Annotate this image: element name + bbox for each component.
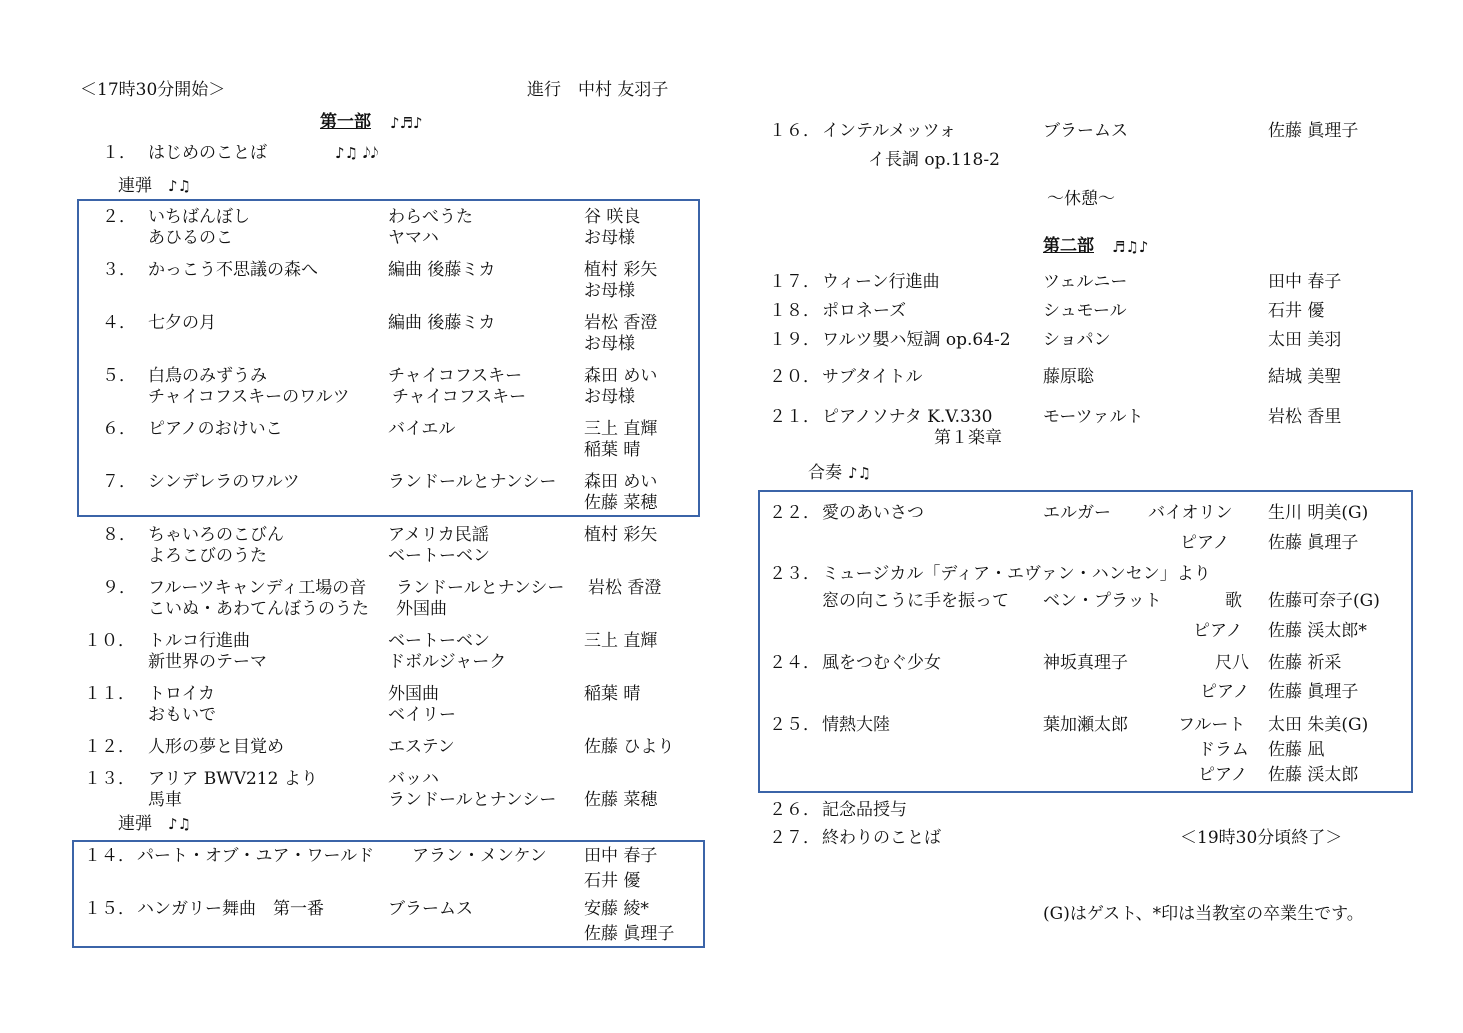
music-notes-icon: ♪♫ xyxy=(168,815,192,833)
item-number: ２３． xyxy=(769,564,820,584)
item-number: ２７． xyxy=(769,828,820,848)
item-title: フルーツキャンディ工場の音 xyxy=(148,578,367,598)
item-number: １６． xyxy=(769,121,820,141)
item-composer: バッハ xyxy=(388,769,439,789)
item-performer: 佐藤 菜穂 xyxy=(584,493,658,513)
item-number: ４． xyxy=(102,313,136,333)
start-time: ＜17時30分開始＞ xyxy=(80,80,226,100)
item-number: １４． xyxy=(84,846,135,866)
item-composer: 外国曲 xyxy=(388,684,439,704)
item-performer: 植村 彩矢 xyxy=(584,260,658,280)
item-composer: 神坂真理子 xyxy=(1043,653,1128,673)
item-performer: 石井 優 xyxy=(1268,301,1325,321)
item-composer: 外国曲 xyxy=(396,599,447,619)
item-instrument: ピアノ xyxy=(1198,765,1248,785)
item-number: １． xyxy=(102,143,136,163)
item-number: ８． xyxy=(102,525,136,545)
item-title: 人形の夢と目覚め xyxy=(148,737,284,757)
item-number: ２２． xyxy=(769,503,820,523)
item-title: チャイコフスキーのワルツ xyxy=(148,387,350,407)
duet-label: 連弾 xyxy=(118,814,152,834)
item-title: パート・オブ・ユア・ワールド xyxy=(137,846,375,866)
item-number: １２． xyxy=(84,737,135,757)
part1-title: 第一部 xyxy=(320,112,371,132)
item-title: 白鳥のみずうみ xyxy=(148,366,267,386)
item-performer: 生川 明美(G) xyxy=(1268,503,1369,523)
item-performer: 植村 彩矢 xyxy=(584,525,658,545)
item-performer: 田中 春子 xyxy=(584,846,658,866)
item-composer: ベン・プラット xyxy=(1043,591,1162,611)
item-composer: チャイコフスキー xyxy=(388,366,523,386)
item-performer: 佐藤 眞理子 xyxy=(1268,682,1359,702)
item-number: １３． xyxy=(84,769,135,789)
item-performer: 田中 春子 xyxy=(1268,272,1342,292)
item-title: 愛のあいさつ xyxy=(822,503,924,523)
item-instrument: バイオリン xyxy=(1148,503,1233,523)
item-composer: シュモール xyxy=(1043,301,1127,321)
item-instrument: 歌 xyxy=(1225,591,1242,611)
item-composer: ランドールとナンシー xyxy=(388,472,557,492)
item-title: 風をつむぐ少女 xyxy=(822,653,941,673)
item-performer: お母様 xyxy=(584,387,635,407)
item-composer: 藤原聡 xyxy=(1043,367,1094,387)
item-instrument: フルート xyxy=(1178,715,1246,735)
item-number: ２６． xyxy=(769,800,820,820)
item-title: 馬車 xyxy=(148,790,182,810)
item-composer: ベイリー xyxy=(388,705,456,725)
end-time: ＜19時30分頃終了＞ xyxy=(1180,828,1343,848)
item-performer: 岩松 香里 xyxy=(1268,407,1342,427)
item-performer: お母様 xyxy=(584,228,635,248)
item-composer: アメリカ民謡 xyxy=(388,525,489,545)
item-instrument: ピアノ xyxy=(1193,621,1243,641)
item-composer: ヤマハ xyxy=(388,228,439,248)
item-number: ２１． xyxy=(769,407,820,427)
item-composer: アラン・メンケン xyxy=(412,846,547,866)
item-title: こいぬ・あわてんぼうのうた xyxy=(148,599,369,619)
item-composer: モーツァルト xyxy=(1043,407,1144,427)
item-number: ５． xyxy=(102,366,136,386)
item-composer: エステン xyxy=(388,737,455,757)
item-instrument: ピアノ xyxy=(1180,533,1230,553)
item-performer: 三上 直輝 xyxy=(584,419,658,439)
music-notes-icon: ♪♫ xyxy=(848,464,872,482)
item-title: はじめのことば xyxy=(148,143,267,163)
item-composer: 編曲 後藤ミカ xyxy=(388,260,496,280)
item-performer: 佐藤 凪 xyxy=(1268,740,1325,760)
music-notes-icon: ♬♫♪ xyxy=(1112,238,1149,256)
item-performer: 三上 直輝 xyxy=(584,631,658,651)
item-number: ２５． xyxy=(769,715,820,735)
item-title: アリア BWV212 より xyxy=(148,769,318,789)
item-instrument: ドラム xyxy=(1198,740,1249,760)
item-performer: 谷 咲良 xyxy=(584,207,641,227)
item-number: ７． xyxy=(102,472,136,492)
item-composer: ツェルニー xyxy=(1043,272,1128,292)
item-composer: ブラームス xyxy=(1043,121,1128,141)
item-title: よろこびのうた xyxy=(148,546,267,566)
item-title: おもいで xyxy=(148,705,216,725)
item-title: ウィーン行進曲 xyxy=(822,272,940,292)
item-composer: 葉加瀬太郎 xyxy=(1043,715,1128,735)
item-performer: 岩松 香澄 xyxy=(588,578,662,598)
item-composer: ショパン xyxy=(1043,330,1111,350)
intermission: ～休憩～ xyxy=(1047,189,1115,209)
item-performer: 稲葉 晴 xyxy=(584,440,641,460)
item-composer: ベートーベン xyxy=(388,631,490,651)
host-label: 進行 中村 友羽子 xyxy=(527,80,669,100)
item-performer: 佐藤 菜穂 xyxy=(584,790,658,810)
item-number: ２． xyxy=(102,207,136,227)
item-performer: 結城 美聖 xyxy=(1268,367,1342,387)
item-composer: エルガー xyxy=(1043,503,1111,523)
item-title: 記念品授与 xyxy=(822,800,907,820)
item-number: ３． xyxy=(102,260,136,280)
item-title: 窓の向こうに手を振って xyxy=(822,591,1009,611)
item-title: ハンガリー舞曲 第一番 xyxy=(137,899,324,919)
item-composer: チャイコフスキー xyxy=(392,387,527,407)
item-number: １１． xyxy=(84,684,135,704)
footnote: (G)はゲスト、*印は当教室の卒業生です。 xyxy=(1043,904,1364,924)
ensemble-label: 合奏 xyxy=(808,463,842,483)
item-title: 終わりのことば xyxy=(822,828,941,848)
music-notes-icon: ♪♬♪ xyxy=(390,114,423,132)
item-number: ９． xyxy=(102,578,136,598)
item-title: かっこう不思議の森へ xyxy=(148,260,318,280)
item-title: シンデレラのワルツ xyxy=(148,472,300,492)
item-performer: 佐藤 渓太郎* xyxy=(1268,621,1367,641)
item-composer: ベートーベン xyxy=(388,546,490,566)
item-composer: バイエル xyxy=(388,419,456,439)
item-title: ピアノソナタ K.V.330 xyxy=(822,407,993,427)
item-number: １８． xyxy=(769,301,820,321)
item-number: ２４． xyxy=(769,653,820,673)
item-number: １９． xyxy=(769,330,820,350)
item-performer: お母様 xyxy=(584,281,635,301)
item-number: １７． xyxy=(769,272,820,292)
item-instrument: ピアノ xyxy=(1200,682,1250,702)
item-title: ミュージカル「ディア・エヴァン・ハンセン」より xyxy=(822,564,1211,584)
item-number: ２０． xyxy=(769,367,820,387)
item-composer: ブラームス xyxy=(388,899,473,919)
item-number: ６． xyxy=(102,419,136,439)
item-performer: 安藤 綾* xyxy=(584,899,649,919)
item-composer: ランドールとナンシー xyxy=(388,790,557,810)
item-title: 新世界のテーマ xyxy=(148,652,267,672)
music-notes-icon: ♪♫ 𝅘𝅥𝅮𝅘𝅥𝅮 xyxy=(335,144,379,162)
item-title: インテルメッツォ xyxy=(822,121,956,141)
item-title: サブタイトル xyxy=(822,367,923,387)
item-title: 七夕の月 xyxy=(148,313,216,333)
item-performer: 佐藤可奈子(G) xyxy=(1268,591,1380,611)
item-performer: 森田 めい xyxy=(584,472,658,492)
item-performer: 佐藤 眞理子 xyxy=(1268,533,1359,553)
music-notes-icon: ♪♫ xyxy=(168,177,192,195)
item-performer: 森田 めい xyxy=(584,366,658,386)
item-title: ピアノのおけいこ xyxy=(148,419,283,439)
item-performer: 佐藤 眞理子 xyxy=(584,924,675,944)
item-performer: お母様 xyxy=(584,334,635,354)
item-instrument: 尺八 xyxy=(1215,653,1249,673)
item-title: ワルツ嬰ハ短調 op.64-2 xyxy=(822,330,1011,350)
item-number: １５． xyxy=(84,899,135,919)
item-composer: ランドールとナンシー xyxy=(396,578,565,598)
item-title: イ長調 op.118-2 xyxy=(868,150,1000,170)
item-performer: 佐藤 渓太郎 xyxy=(1268,765,1359,785)
item-performer: 岩松 香澄 xyxy=(584,313,658,333)
item-title: 第１楽章 xyxy=(934,428,1002,448)
item-performer: 稲葉 晴 xyxy=(584,684,641,704)
item-performer: 佐藤 眞理子 xyxy=(1268,121,1359,141)
item-composer: 編曲 後藤ミカ xyxy=(388,313,496,333)
item-performer: 佐藤 祈采 xyxy=(1268,653,1342,673)
item-performer: 佐藤 ひより xyxy=(584,737,675,757)
part2-title: 第二部 xyxy=(1043,236,1094,256)
item-composer: ドボルジャーク xyxy=(388,652,507,672)
item-performer: 太田 美羽 xyxy=(1268,330,1342,350)
item-composer: わらべうた xyxy=(388,207,473,227)
item-performer: 太田 朱美(G) xyxy=(1268,715,1369,735)
item-performer: 石井 優 xyxy=(584,871,641,891)
item-title: いちばんぼし xyxy=(148,207,250,227)
item-title: あひるのこ xyxy=(148,228,233,248)
item-title: ちゃいろのこびん xyxy=(148,525,284,545)
item-title: 情熱大陸 xyxy=(822,715,890,735)
item-title: トロイカ xyxy=(148,684,215,704)
duet-label: 連弾 xyxy=(118,176,152,196)
item-title: トルコ行進曲 xyxy=(148,631,250,651)
item-title: ポロネーズ xyxy=(822,301,907,321)
item-number: １０． xyxy=(84,631,135,651)
